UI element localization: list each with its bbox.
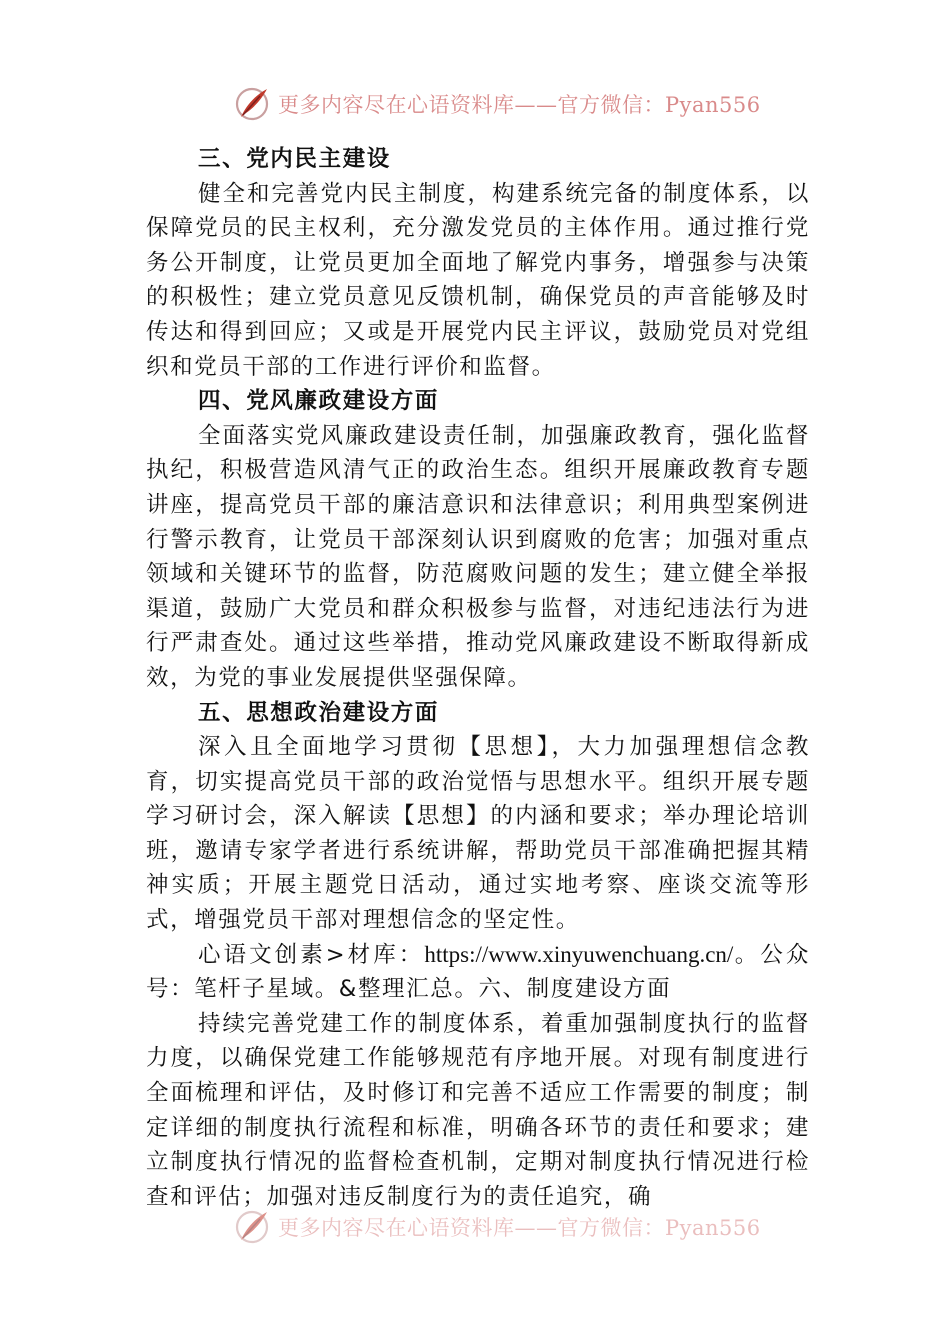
section-heading: 三、党内民主建设	[198, 146, 391, 172]
quill-logo-icon	[232, 84, 272, 124]
source-url-link[interactable]: https://www.xinyuwenchuang.cn/	[424, 941, 734, 967]
source-note-prefix: 心语文创素>材库：	[198, 941, 425, 968]
source-note-suffix: 。公众号：笔杆子星域。&整理汇总。六、制度建设方面	[146, 941, 810, 1003]
watermark-banner-top	[232, 84, 761, 124]
watermark-text: 更多内容尽在心语资料库——官方微信：Pyan556	[278, 1216, 761, 1240]
watermark-banner-bottom	[232, 1207, 761, 1247]
section-heading: 四、党风廉政建设方面	[198, 388, 440, 415]
quill-logo-icon	[232, 1207, 272, 1247]
section-paragraph: 全面落实党风廉政建设责任制，加强廉政教育，强化监督执纪，积极营造风清气正的政治生态。组织开展廉政教育专题讲座，提高党员干部的廉洁意识和法律意识；利用典型案例进行警示教育，让党员干部深刻认识到腐败的危害；加强对重点领域和关键环节的监督，防范腐败问题的发生；建立健全举报渠道，鼓励广大党员和群众积极参与监督，对违纪违法行为进行严肃查处。通过这些举措，推动党风廉政建设不断取得新成效，为党的事业发展提供坚强保障。	[146, 422, 810, 691]
section-paragraph: 健全和完善党内民主制度，构建系统完备的制度体系，以保障党员的民主权利，充分激发党员的主体作用。通过推行党务公开制度，让党员更加全面地了解党内事务，增强参与决策的积极性；建立党员意见反馈机制，确保党员的声音能够及时传达和得到回应；又或是开展党内民主评议，鼓励党员对党组织和党员干部的工作进行评价和监督。	[146, 180, 810, 380]
source-note	[146, 938, 810, 1007]
section-paragraph: 持续完善党建工作的制度体系，着重加强制度执行的监督力度，以确保党建工作能够规范有序地开展。对现有制度进行全面梳理和评估，及时修订和完善不适应工作需要的制度；制定详细的制度执行流程和标准，明确各环节的责任和要求；建立制度执行情况的监督检查机制，定期对制度执行情况进行检查和评估；加强对违反制度行为的责任追究，确	[146, 1010, 810, 1210]
watermark-text: 更多内容尽在心语资料库——官方微信：Pyan556	[278, 93, 761, 117]
section-paragraph: 深入且全面地学习贯彻【思想】，大力加强理想信念教育，切实提高党员干部的政治觉悟与思想水平。组织开展专题学习研讨会，深入解读【思想】的内涵和要求；举办理论培训班，邀请专家学者进行系统讲解，帮助党员干部准确把握其精神实质；开展主题党日活动，通过实地考察、座谈交流等形式，增强党员干部对理想信念的坚定性。	[146, 734, 810, 934]
document-body	[146, 142, 810, 1214]
section-heading: 五、思想政治建设方面	[198, 699, 440, 726]
